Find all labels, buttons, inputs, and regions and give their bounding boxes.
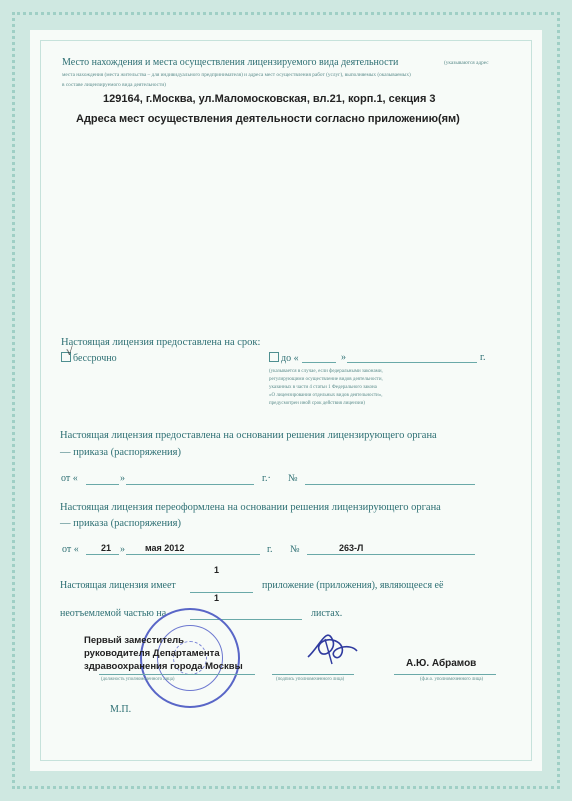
basis-order: — приказа (распоряжения) bbox=[60, 447, 182, 458]
addresses-line: Адреса мест осуществления деятельности согласно приложению(ям) bbox=[76, 113, 460, 125]
term-day-line bbox=[302, 362, 336, 363]
term-until-option bbox=[269, 352, 299, 364]
appendix-count: 1 bbox=[214, 565, 220, 575]
reissued-from-label: от « bbox=[62, 544, 79, 555]
basis-number-line bbox=[305, 484, 475, 485]
appendix-line bbox=[190, 592, 253, 593]
reissued-month-year: мая 2012 bbox=[145, 543, 185, 553]
reissued-year: г. bbox=[267, 544, 273, 555]
sheets-suffix: листах. bbox=[311, 608, 343, 619]
reissued-close: » bbox=[120, 544, 125, 555]
name-line bbox=[394, 674, 496, 675]
integral-text: неотъемлемой частью на bbox=[60, 608, 167, 619]
signer-name: А.Ю. Абрамов bbox=[406, 658, 477, 669]
position-line bbox=[99, 674, 255, 675]
term-note-line: регулирующими осуществление видов деятельности, bbox=[269, 377, 383, 382]
checkbox-icon bbox=[269, 352, 279, 362]
check-mark: √ bbox=[66, 344, 73, 358]
address: 129164, г.Москва, ул.Маломосковская, вл.21, корп.1, секция 3 bbox=[103, 93, 436, 105]
term-note bbox=[269, 368, 383, 408]
reissued-number-line bbox=[307, 554, 475, 555]
reissued-heading: Настоящая лицензия переоформлена на основании решения лицензирующего органа bbox=[60, 502, 441, 513]
reissued-day-line bbox=[86, 554, 119, 555]
term-until-close: » bbox=[341, 352, 346, 363]
signature-caption: (подпись уполномоченного лица) bbox=[276, 677, 345, 682]
term-unlimited-label: бессрочно bbox=[73, 353, 117, 364]
appendix-text: Настоящая лицензия имеет bbox=[60, 580, 176, 591]
basis-year: г.· bbox=[262, 473, 271, 484]
reissued-order: — приказа (распоряжения) bbox=[60, 518, 182, 529]
signer-title-line: Первый заместитель bbox=[84, 635, 185, 646]
handwritten-signature bbox=[304, 623, 362, 668]
signer-title-line: руководителя Департамента bbox=[84, 648, 220, 659]
term-note-line: предусмотрен иной срок действия лицензии) bbox=[269, 401, 365, 406]
place-note: в составе лицензируемого вида деятельности) bbox=[62, 82, 166, 88]
term-note-line: «О лицензировании отдельных видов деятельности», bbox=[269, 393, 383, 398]
reissued-number-sign: № bbox=[290, 544, 300, 555]
from-close: » bbox=[120, 473, 125, 484]
appendix-text-end: приложение (приложения), являющееся её bbox=[262, 580, 444, 591]
reissued-day: 21 bbox=[101, 543, 112, 553]
basis-heading: Настоящая лицензия предоставлена на основании решения лицензирующего органа bbox=[60, 430, 437, 441]
place-note: места нахождения (места жительства – для индивидуального предпринимателя) и адреса мест осуществления работ (услуг), выполняемых (оказываемых) bbox=[62, 72, 411, 78]
term-note-line: (указывается в случае, если федеральными законами, bbox=[269, 369, 383, 374]
term-year: г. bbox=[480, 352, 486, 363]
basis-month-line bbox=[126, 484, 254, 485]
from-label: от « bbox=[61, 473, 78, 484]
term-until-label: до « bbox=[281, 353, 299, 364]
term-month-line bbox=[347, 362, 477, 363]
place-note: (указываются адрес bbox=[444, 60, 489, 66]
signer-title-line: здравоохранения города Москвы bbox=[84, 661, 243, 672]
signer-title bbox=[84, 634, 243, 673]
place-heading: Место нахождения и места осуществления лицензируемого вида деятельности bbox=[62, 57, 399, 68]
basis-day-line bbox=[86, 484, 119, 485]
name-caption: (ф.и.о. уполномоченного лица) bbox=[420, 677, 484, 682]
basis-number-sign: № bbox=[288, 473, 298, 484]
stamp-place-label: М.П. bbox=[110, 704, 132, 715]
term-note-line: указанных в части 4 статьи 1 Федерального закона bbox=[269, 385, 377, 390]
reissued-number: 263-Л bbox=[339, 543, 364, 553]
signature-line bbox=[272, 674, 354, 675]
reissued-month-line bbox=[126, 554, 260, 555]
term-heading: Настоящая лицензия предоставлена на срок: bbox=[61, 337, 261, 348]
position-caption: (должность уполномоченного лица) bbox=[101, 677, 175, 682]
sheets-count: 1 bbox=[214, 593, 220, 603]
